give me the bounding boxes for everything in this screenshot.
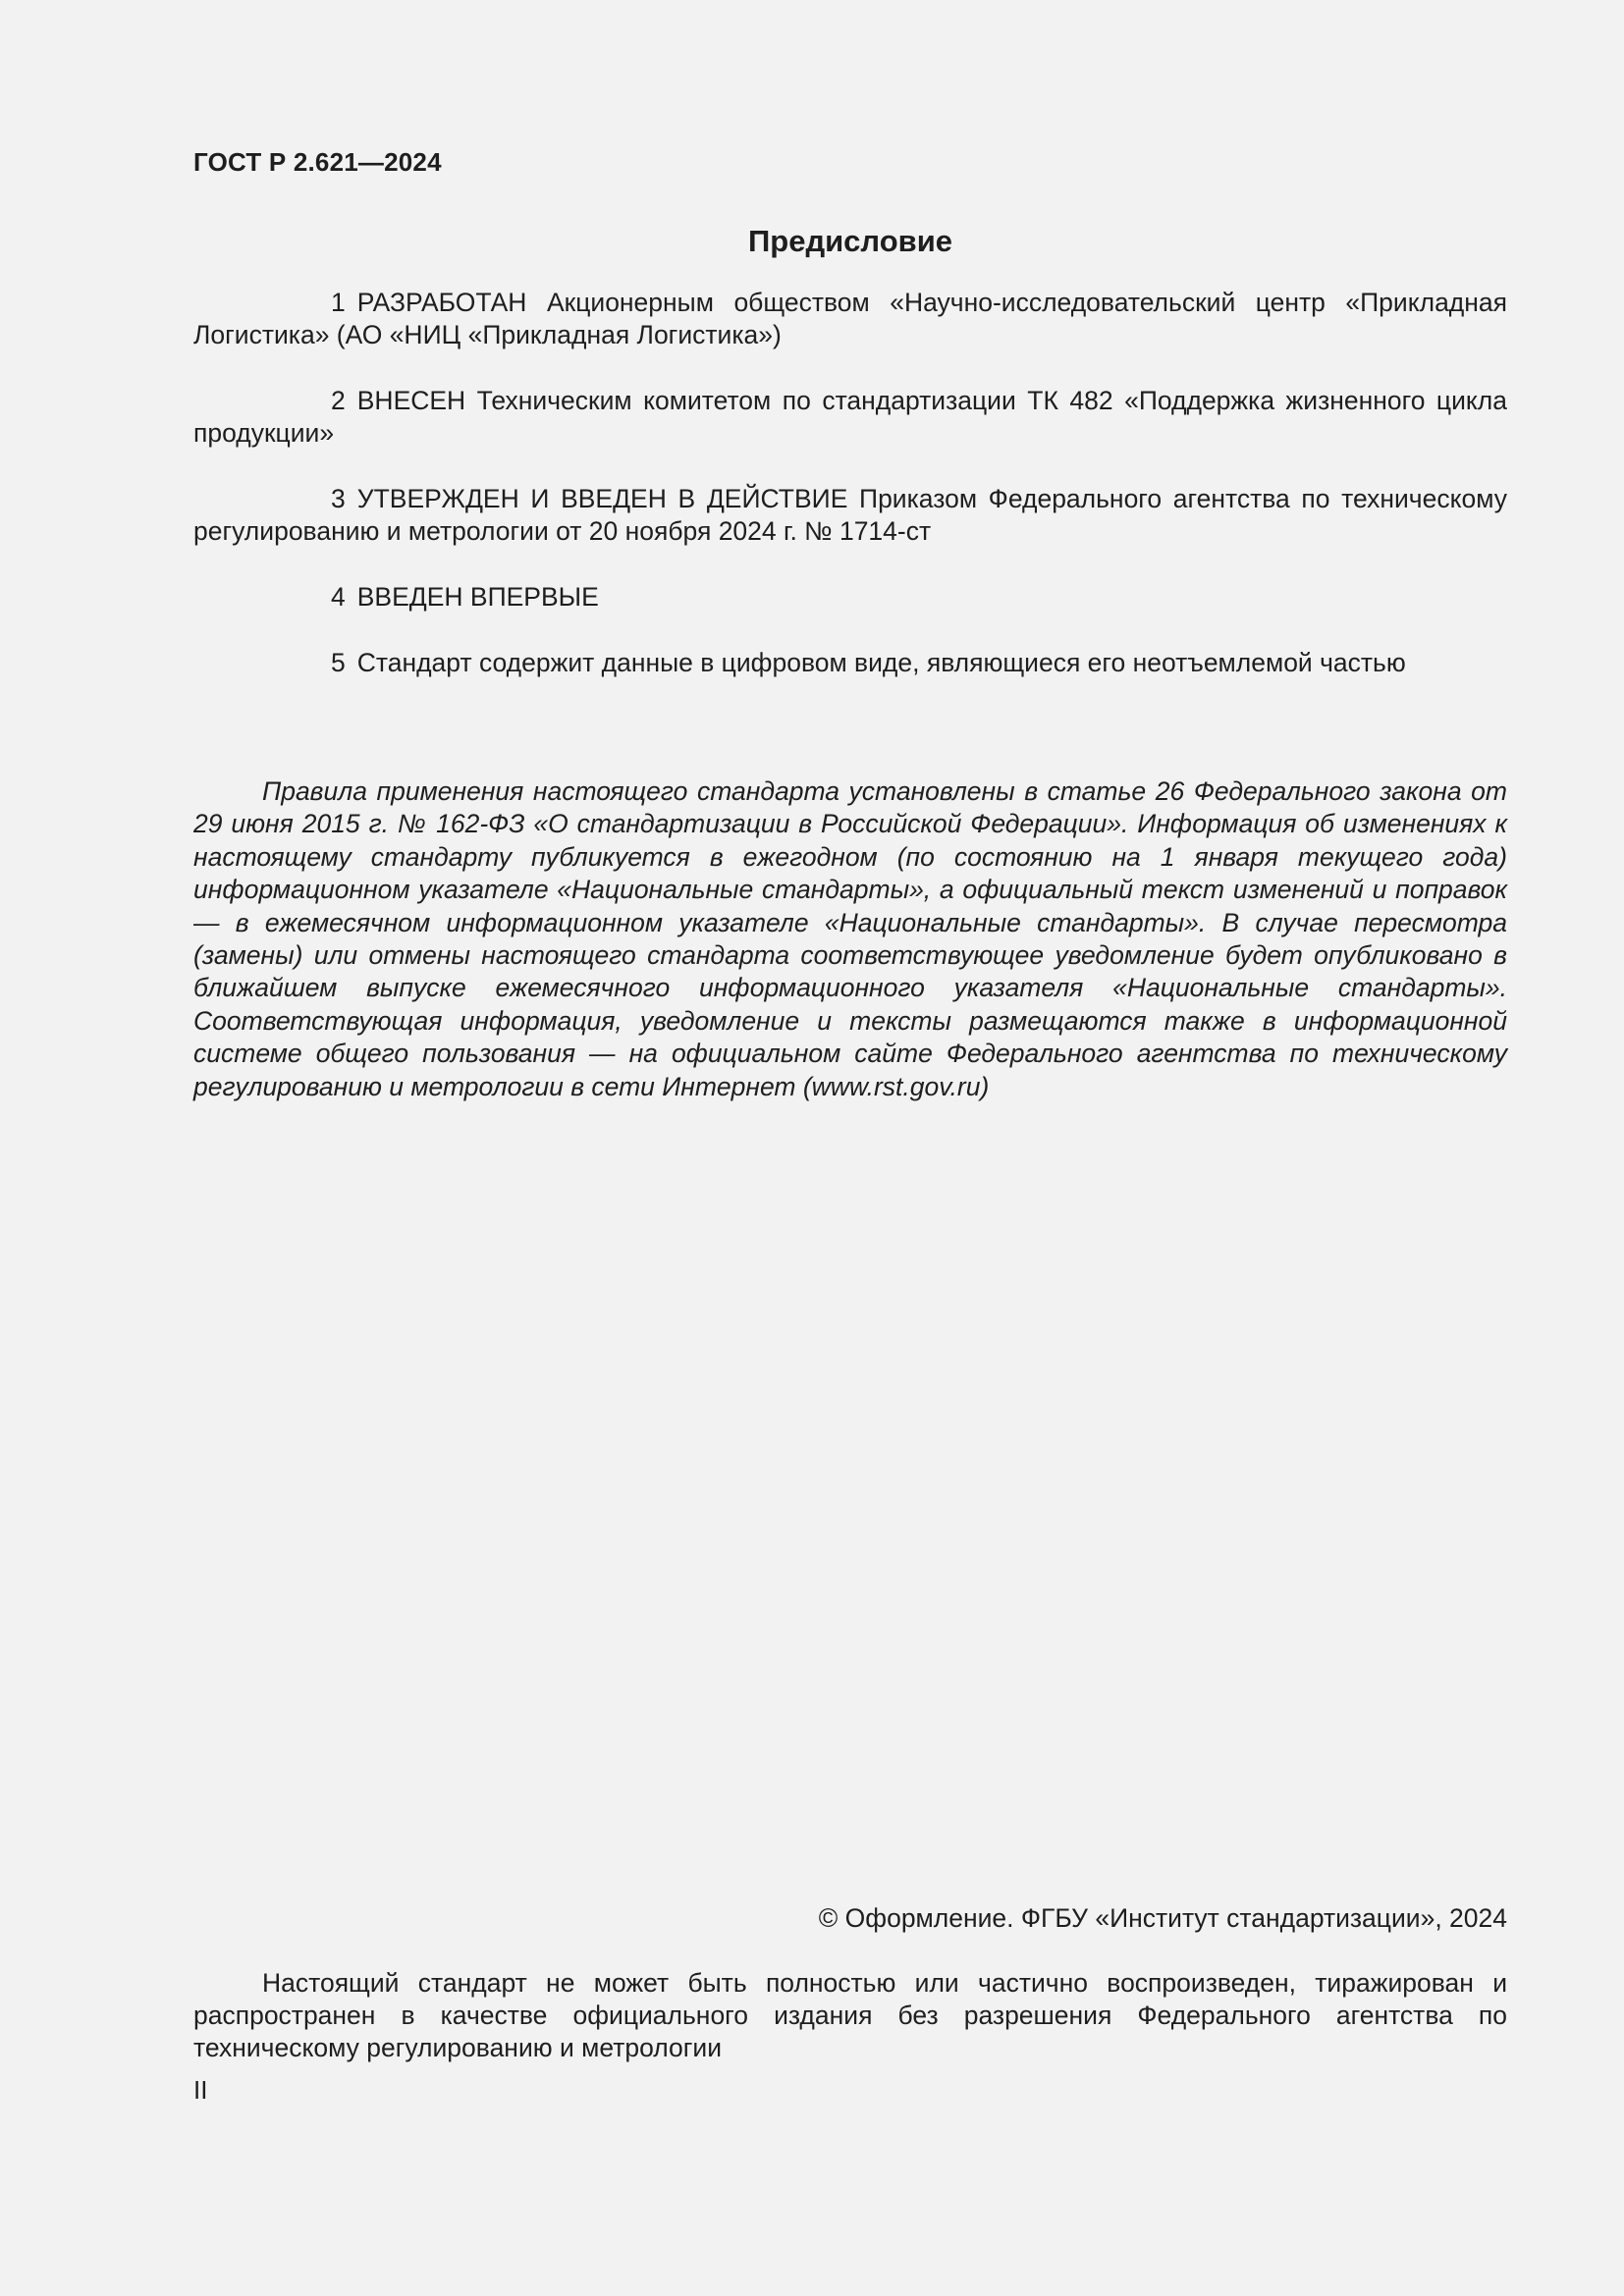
item-text: ВВЕДЕН ВПЕРВЫЕ — [356, 582, 599, 612]
foreword-item-2 — [193, 385, 1507, 450]
item-number: 5 — [331, 648, 346, 677]
item-text: РАЗРАБОТАН Акционерным обществом «Научно-исследовательский центр «Прикладная Логистика» (АО «НИЦ «Прикладная Логистика») — [193, 288, 1507, 349]
foreword-item-5 — [193, 647, 1507, 679]
document-page — [193, 0, 1507, 2296]
item-text: Стандарт содержит данные в цифровом виде, являющиеся его неотъемлемой частью — [356, 648, 1406, 677]
reproduction-note: Настоящий стандарт не может быть полностью или частично воспроизведен, тиражирован и распространен в качестве официального издания без разрешения Федерального агентства по техническому регулированию и метрологии — [193, 1968, 1507, 2062]
foreword-item-1 — [193, 287, 1507, 351]
document-code: ГОСТ Р 2.621—2024 — [193, 147, 442, 177]
item-number: 3 — [331, 484, 346, 513]
item-text: ВНЕСЕН Техническим комитетом по стандартизации ТК 482 «Поддержка жизненного цикла продукции» — [193, 386, 1507, 448]
rules-note: Правила применения настоящего стандарта установлены в статье 26 Федерального закона от 29 июня 2015 г. № 162-ФЗ «О стандартизации в Российской Федерации». Информация об изменениях к настоящему стандарту публикуется в ежегодном (по состоянию на 1 января текущего года) информационном указателе «Национальные стандарты», а официальный текст изменений и поправок — в ежемесячном информационном указателе «Национальные стандарты». В случае пересмотра (замены) или отмены настоящего стандарта соответствующее уведомление будет опубликовано в ближайшем выпуске ежемесячного информационного указателя «Национальные стандарты». Соответствующая информация, уведомление и тексты размещаются также в информационной системе общего пользования — на официальном сайте Федерального агентства по техническому регулированию и метрологии в сети Интернет (www.rst.gov.ru) — [193, 776, 1507, 1101]
item-number: 1 — [331, 288, 346, 317]
page-number: II — [193, 2075, 208, 2105]
item-text: УТВЕРЖДЕН И ВВЕДЕН В ДЕЙСТВИЕ Приказом Федерального агентства по техническому регулированию и метрологии от 20 ноября 2024 г. № 1714-ст — [193, 484, 1507, 546]
foreword-item-3 — [193, 483, 1507, 548]
page-title: Предисловие — [747, 224, 952, 258]
foreword-item-4 — [193, 581, 1507, 614]
item-number: 2 — [331, 386, 346, 415]
copyright-notice: © Оформление. ФГБУ «Институт стандартизации», 2024 — [818, 1903, 1507, 1933]
item-number: 4 — [331, 582, 346, 612]
